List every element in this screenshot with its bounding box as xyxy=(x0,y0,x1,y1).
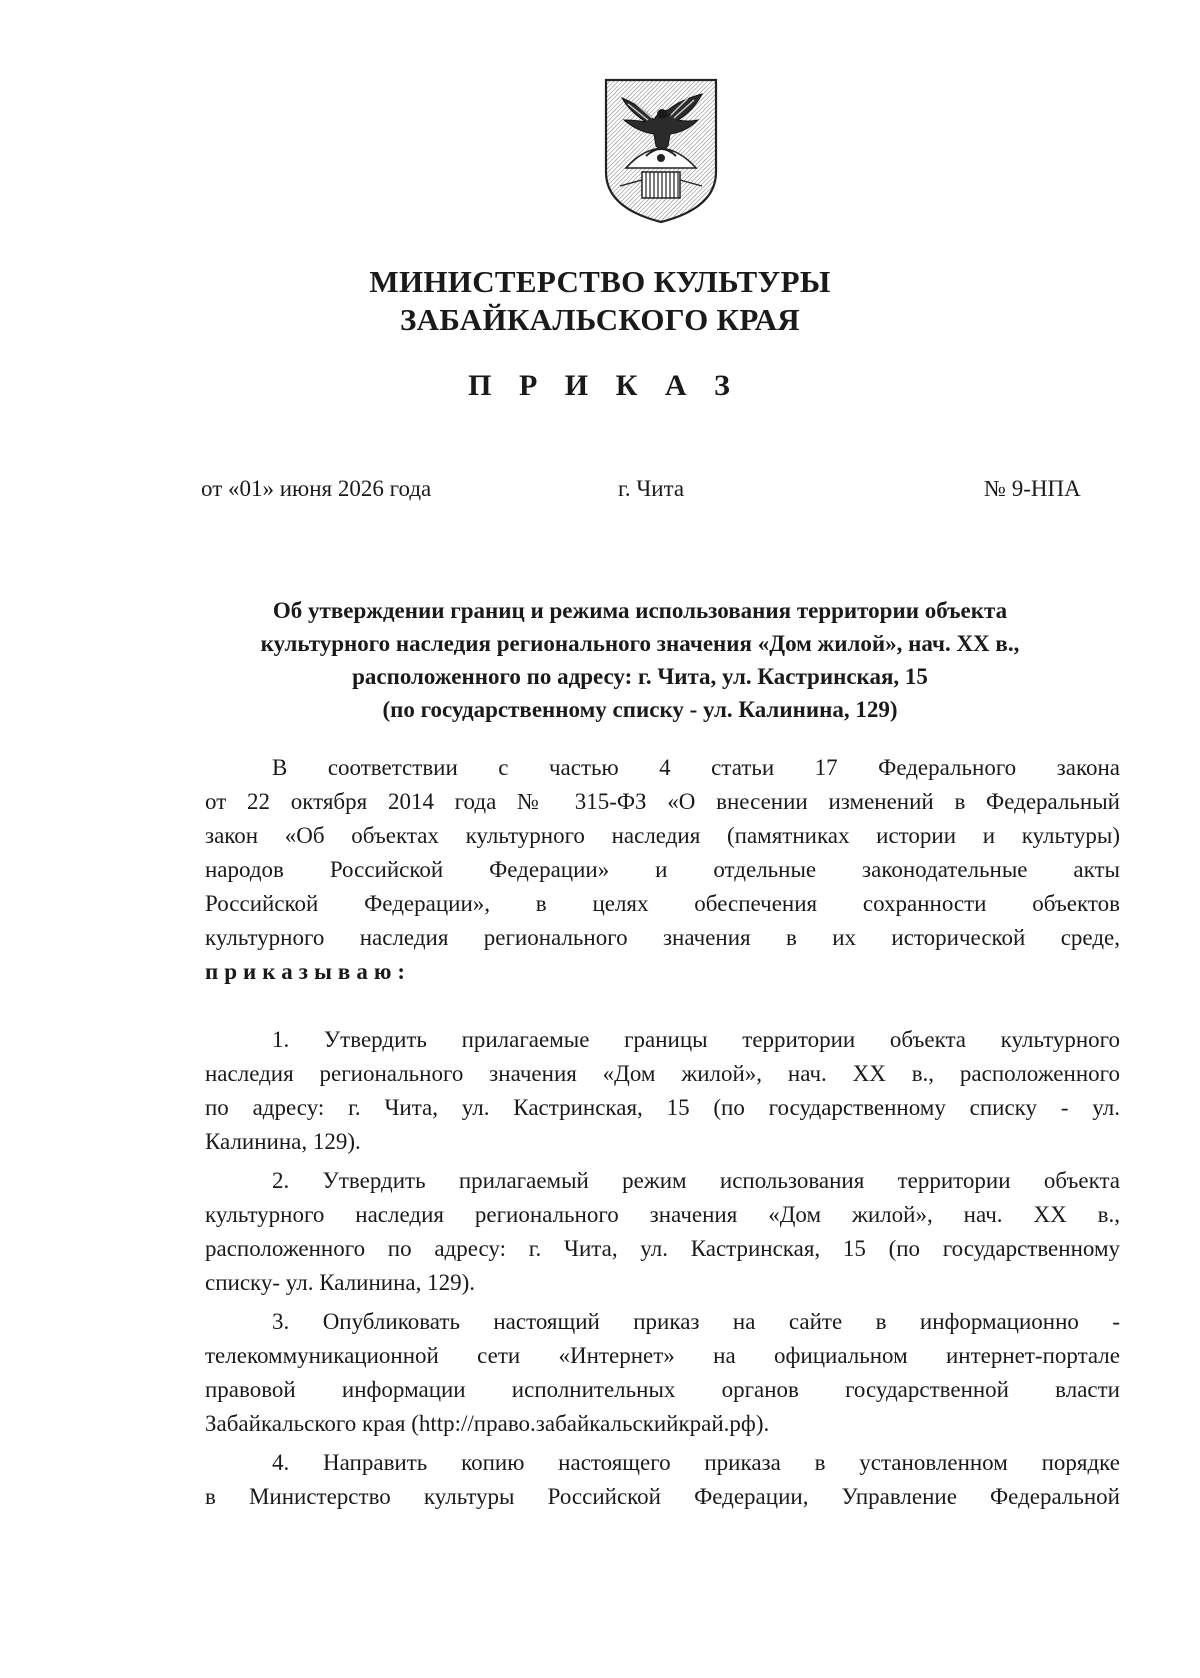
item-3-line: правовой информации исполнительных органов государственной власти xyxy=(205,1377,1120,1402)
item-1-line: наследия регионального значения «Дом жилой», нач. XX в., расположенного xyxy=(205,1061,1120,1086)
item-1-line: по адресу: г. Чита, ул. Кастринская, 15 (по государственному списку - ул. xyxy=(205,1095,1120,1120)
ministry-name-line2: ЗАБАЙКАЛЬСКОГО КРАЯ xyxy=(400,302,800,337)
document-title-line: Об утверждении границ и режима использования территории объекта xyxy=(272,598,1008,623)
document-city: г. Чита xyxy=(618,476,685,501)
document-title-line: расположенного по адресу: г. Чита, ул. Кастринская, 15 xyxy=(352,664,928,689)
preamble-line: от 22 октября 2014 года № 315-ФЗ «О внесении изменений в Федеральный xyxy=(205,789,1120,814)
item-2-line: расположенного по адресу: г. Чита, ул. Кастринская, 15 (по государственному xyxy=(205,1236,1120,1261)
item-3-line: Забайкальского края (http://право.забайкальскийкрай.рф). xyxy=(205,1411,770,1436)
document-title-line: культурного наследия регионального значения «Дом жилой», нач. XX в., xyxy=(260,631,1020,656)
item-2-line: 2. Утвердить прилагаемый режим использования территории объекта xyxy=(272,1168,1120,1193)
item-3-line: телекоммуникационной сети «Интернет» на официальном интернет-портале xyxy=(205,1343,1120,1368)
item-2-line: списку- ул. Калинина, 129). xyxy=(205,1270,476,1295)
item-3-line: 3. Опубликовать настоящий приказ на сайте в информационно - xyxy=(272,1309,1120,1334)
coat-of-arms-icon xyxy=(602,76,720,224)
preamble-line: закон «Об объектах культурного наследия (памятниках истории и культуры) xyxy=(205,823,1120,848)
item-4-line: в Министерство культуры Российской Федерации, Управление Федеральной xyxy=(205,1484,1120,1509)
document-number: № 9-НПА xyxy=(984,476,1081,501)
ministry-name-line1: МИНИСТЕРСТВО КУЛЬТУРЫ xyxy=(369,264,831,299)
document-date: от «01» июня 2026 года xyxy=(201,476,432,501)
item-1-line: 1. Утвердить прилагаемые границы территории объекта культурного xyxy=(272,1027,1120,1052)
preamble-line: народов Российской Федерации» и отдельные законодательные акты xyxy=(205,857,1120,882)
document-title-line: (по государственному списку - ул. Калинина, 129) xyxy=(382,697,898,722)
order-word: приказываю: xyxy=(205,959,412,984)
item-4-line: 4. Направить копию настоящего приказа в установленном порядке xyxy=(272,1450,1120,1475)
preamble-line: В соответствии с частью 4 статьи 17 Федерального закона xyxy=(272,755,1120,780)
item-1-line: Калинина, 129). xyxy=(205,1129,361,1154)
document-type: П Р И К А З xyxy=(468,369,740,402)
preamble-line: культурного наследия регионального значения в их исторической среде, xyxy=(205,925,1120,950)
preamble-line: Российской Федерации», в целях обеспечения сохранности объектов xyxy=(205,891,1120,916)
item-2-line: культурного наследия регионального значения «Дом жилой», нач. XX в., xyxy=(205,1202,1120,1227)
